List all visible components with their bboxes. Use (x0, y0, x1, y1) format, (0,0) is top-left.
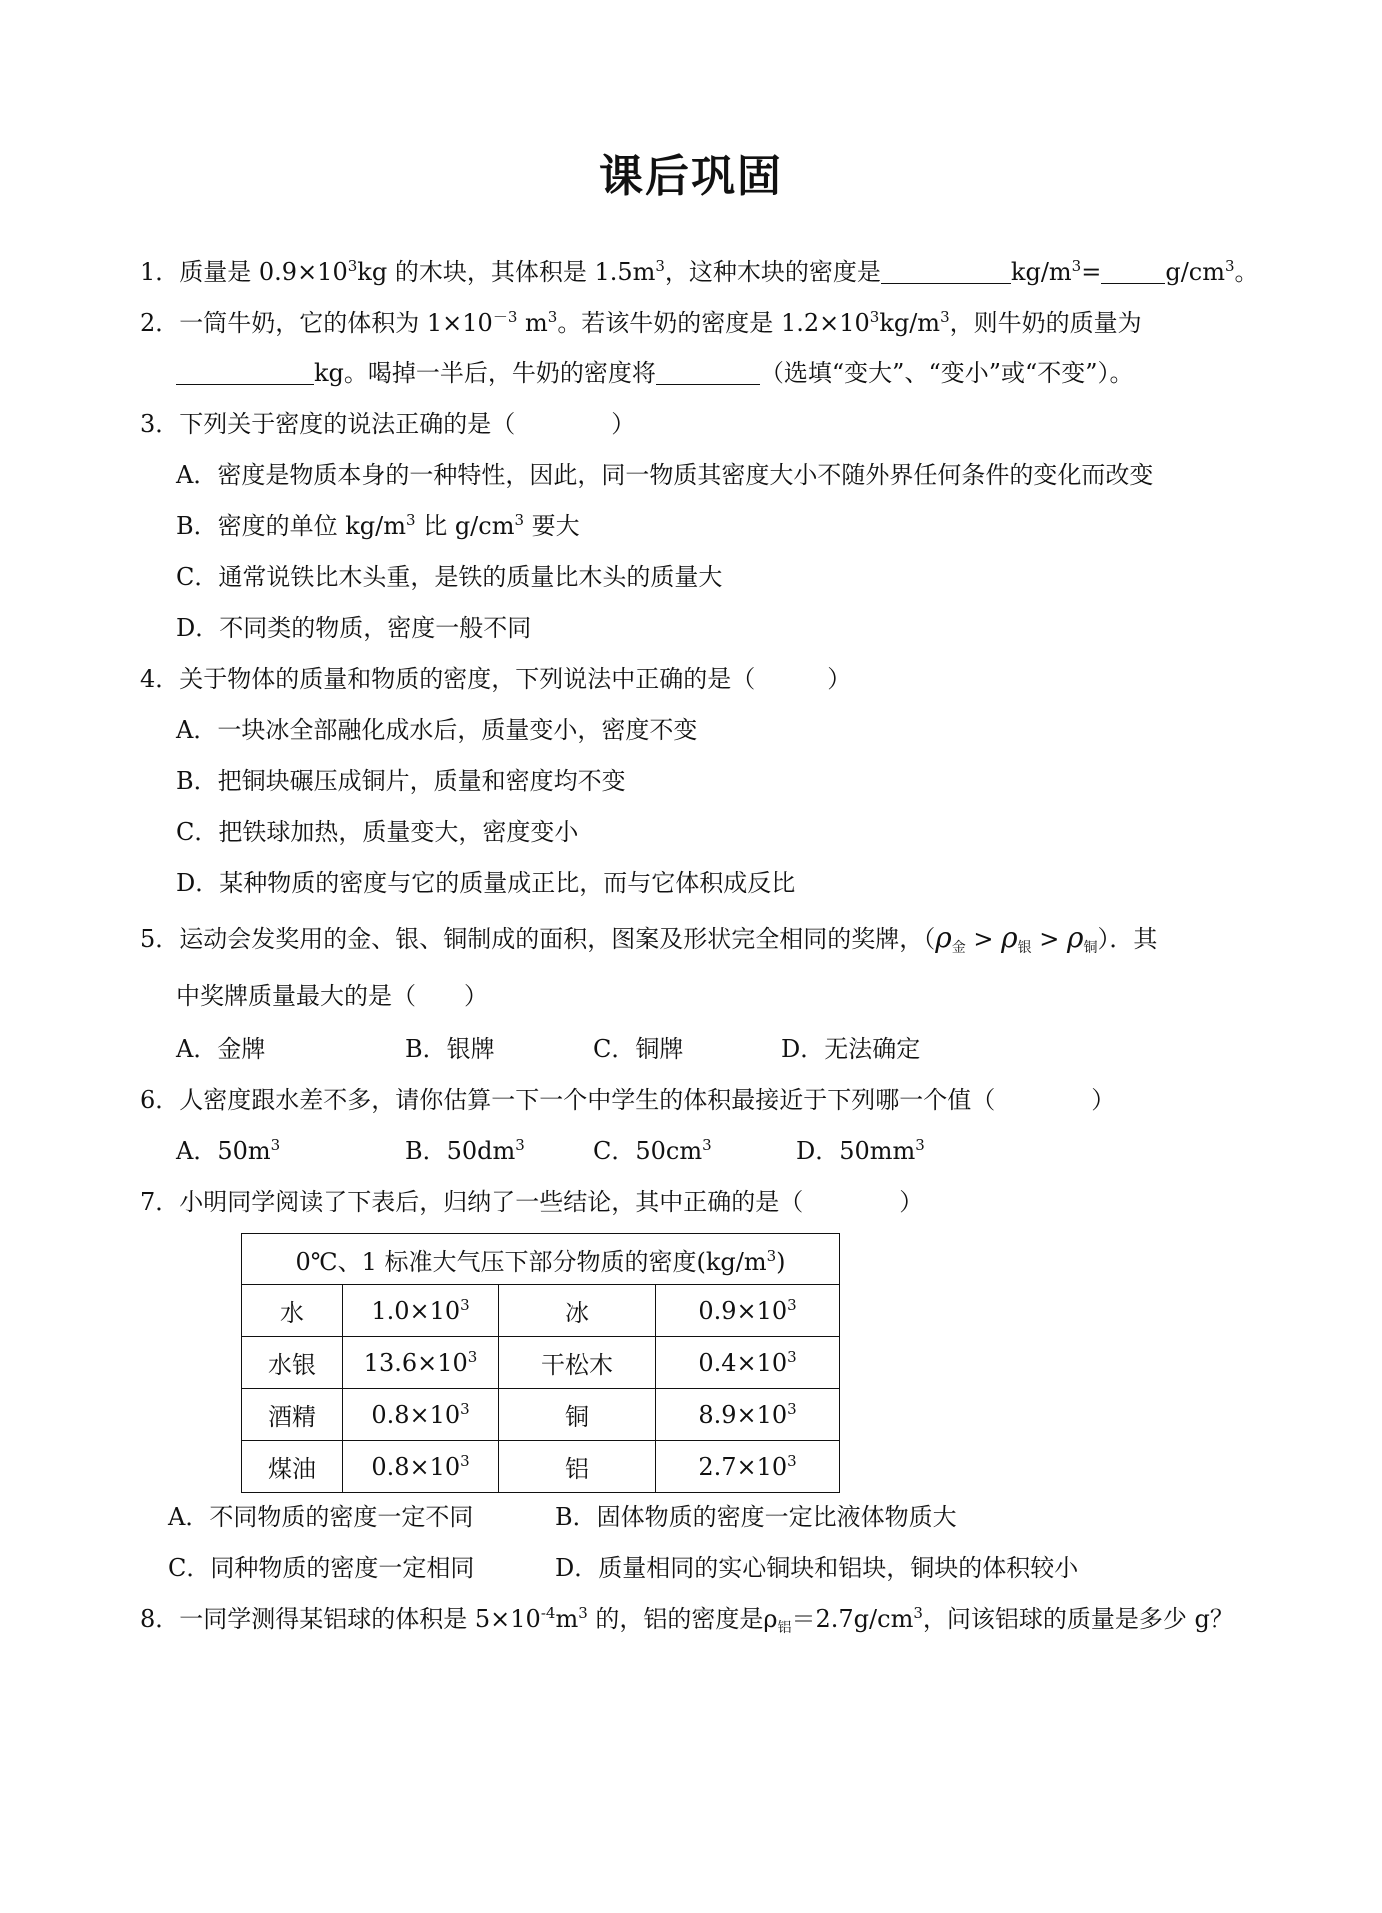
superscript: 3 (406, 511, 416, 529)
question-7-stem: 7．小明同学阅读了下表后，归纳了一些结论，其中正确的是（ ） (140, 1188, 924, 1216)
superscript: 3 (702, 1136, 712, 1154)
answer-blank[interactable] (656, 360, 760, 385)
superscript: 3 (655, 257, 665, 275)
option-text: D．50mm (796, 1137, 916, 1165)
superscript: 3 (1071, 257, 1082, 275)
rho-symbol: ρ (935, 921, 952, 954)
density-value: 0.9×10 (698, 1296, 788, 1325)
table-header-row (242, 1234, 840, 1285)
q8-text: ，问该铝球的质量是多少 g？ (922, 1605, 1234, 1633)
question-4-stem: 4．关于物体的质量和物质的密度，下列说法中正确的是（ ） (140, 665, 852, 693)
option-d[interactable]: D．质量相同的实心铜块和铝块，铜块的体积较小 (555, 1554, 1079, 1582)
q1-text: 。 (1234, 258, 1259, 286)
subscript: 铝 (777, 1620, 792, 1636)
question-number: 2． (140, 309, 180, 337)
option-c[interactable]: C．铜牌 (593, 1035, 684, 1063)
superscript: 3 (460, 1295, 470, 1314)
superscript: 3 (270, 1136, 281, 1154)
option-text: A．50m (176, 1137, 271, 1165)
superscript: 3 (913, 1604, 923, 1622)
q2-text: （选填“变大”、“变小”或“不变”）。 (759, 359, 1134, 387)
option-c[interactable] (593, 1135, 712, 1167)
option-b[interactable] (176, 510, 580, 542)
subscript: 金 (951, 940, 966, 956)
option-a[interactable]: A．不同物质的密度一定不同 (168, 1503, 474, 1531)
superscript: -4 (540, 1604, 556, 1622)
substance-cell: 酒精 (242, 1389, 343, 1441)
table-row (242, 1441, 840, 1493)
substance-cell: 铝 (499, 1441, 656, 1493)
q2-text: kg/m (879, 309, 941, 337)
superscript: 3 (787, 1347, 797, 1366)
q1-text: kg 的木块，其体积是 1.5m (357, 258, 656, 286)
density-value: 1.0×10 (371, 1296, 461, 1325)
caption-text: 0℃、1 标准大气压下部分物质的密度(kg/m (295, 1247, 767, 1276)
question-5-line-2: 中奖牌质量最大的是（ ） (176, 982, 488, 1010)
q8-text: m (555, 1605, 579, 1633)
q8-text: ＝2.7g/cm (791, 1605, 914, 1633)
table-row (242, 1285, 840, 1337)
answer-blank[interactable] (176, 360, 314, 385)
density-value: 2.7×10 (698, 1452, 788, 1481)
density-cell (343, 1389, 499, 1441)
option-c[interactable]: C．同种物质的密度一定相同 (168, 1554, 475, 1582)
table-caption (242, 1234, 840, 1285)
q8-text: 8．一同学测得某铝球的体积是 5×10 (140, 1605, 541, 1633)
q1-unit: g/cm (1165, 258, 1225, 286)
superscript: 3 (460, 1399, 470, 1418)
option-text: B．密度的单位 kg/m (176, 512, 407, 540)
density-value: 0.8×10 (371, 1400, 461, 1429)
question-5-stem (140, 922, 1157, 955)
substance-cell: 干松木 (499, 1337, 656, 1389)
option-text: C．50cm (593, 1137, 703, 1165)
question-8 (140, 1603, 1234, 1635)
option-text: B．50dm (405, 1137, 516, 1165)
option-b[interactable]: B．银牌 (405, 1035, 495, 1063)
q2-text: 。若该牛奶的密度是 1.2×10 (557, 309, 870, 337)
option-b[interactable] (405, 1135, 525, 1167)
option-d[interactable]: D．无法确定 (781, 1035, 921, 1063)
superscript: 3 (460, 1451, 470, 1470)
substance-cell: 煤油 (242, 1441, 343, 1493)
question-2 (140, 307, 1142, 339)
density-cell (656, 1389, 840, 1441)
subscript: 铜 (1083, 940, 1098, 956)
superscript: －3 (492, 308, 518, 326)
greater-than: > (965, 925, 1002, 953)
superscript: 3 (787, 1451, 797, 1470)
question-1 (140, 256, 1259, 288)
superscript: 3 (766, 1246, 777, 1265)
substance-cell: 水 (242, 1285, 343, 1337)
option-b[interactable]: B．把铜块碾压成铜片，质量和密度均不变 (176, 767, 626, 795)
greater-than: > (1031, 925, 1067, 953)
density-value: 8.9×10 (698, 1400, 788, 1429)
density-cell (343, 1337, 499, 1389)
option-d[interactable] (796, 1135, 925, 1167)
substance-cell: 冰 (499, 1285, 656, 1337)
q8-text: 的，铝的密度是ρ (587, 1605, 778, 1633)
density-cell (656, 1285, 840, 1337)
option-a[interactable] (176, 1135, 280, 1167)
q5-text: ）．其 (1097, 925, 1158, 953)
superscript: 3 (915, 1136, 925, 1154)
superscript: 3 (787, 1295, 797, 1314)
q2-text: m (517, 309, 548, 337)
rho-symbol: ρ (1001, 921, 1018, 954)
superscript: 3 (547, 308, 558, 326)
superscript: 3 (467, 1347, 478, 1366)
question-2-line-2 (176, 357, 1134, 389)
option-d[interactable]: D．某种物质的密度与它的质量成正比，而与它体积成反比 (176, 869, 796, 897)
option-a[interactable]: A．一块冰全部融化成水后，质量变小，密度不变 (176, 716, 698, 744)
density-table (241, 1233, 840, 1493)
density-cell (656, 1337, 840, 1389)
superscript: 3 (940, 308, 950, 326)
option-text: 要大 (524, 512, 580, 540)
option-text: 比 g/cm (415, 512, 515, 540)
answer-blank[interactable] (881, 259, 1011, 284)
density-cell (343, 1441, 499, 1493)
q2-text: ，则牛奶的质量为 (949, 309, 1142, 337)
option-c[interactable]: C．通常说铁比木头重，是铁的质量比木头的质量大 (176, 563, 723, 591)
density-cell (343, 1285, 499, 1337)
q1-text: = (1081, 258, 1102, 286)
option-c[interactable]: C．把铁球加热，质量变大，密度变小 (176, 818, 579, 846)
page-title: 课后巩固 (599, 151, 783, 202)
question-3-stem: 3．下列关于密度的说法正确的是（ ） (140, 410, 636, 438)
option-b[interactable]: B．固体物质的密度一定比液体物质大 (555, 1503, 957, 1531)
superscript: 3 (578, 1604, 588, 1622)
substance-cell: 水银 (242, 1337, 343, 1389)
table-row (242, 1337, 840, 1389)
subscript: 银 (1017, 940, 1032, 956)
superscript: 3 (347, 257, 358, 275)
density-value: 0.4×10 (698, 1348, 788, 1377)
rho-symbol: ρ (1066, 921, 1084, 954)
table-row (242, 1389, 840, 1441)
density-value: 13.6×10 (363, 1348, 468, 1377)
option-a[interactable]: A．金牌 (176, 1035, 266, 1063)
caption-text: ) (776, 1247, 786, 1276)
q1-text: ，这种木块的密度是 (664, 258, 881, 286)
density-cell (656, 1441, 840, 1493)
superscript: 3 (1224, 257, 1235, 275)
superscript: 3 (515, 1136, 525, 1154)
q1-text: 质量是 0.9×10 (179, 258, 348, 286)
q2-text: 一筒牛奶，它的体积为 1×10 (179, 309, 493, 337)
q5-text: 5．运动会发奖用的金、银、铜制成的面积，图案及形状完全相同的奖牌，（ (140, 925, 936, 953)
q2-text: kg。喝掉一半后，牛奶的密度将 (314, 359, 656, 387)
option-d[interactable]: D．不同类的物质，密度一般不同 (176, 614, 532, 642)
option-a[interactable]: A．密度是物质本身的一种特性，因此，同一物质其密度大小不随外界任何条件的变化而改变 (176, 461, 1154, 489)
superscript: 3 (514, 511, 525, 529)
superscript: 3 (869, 308, 880, 326)
question-6-stem: 6．人密度跟水差不多，请你估算一下一个中学生的体积最接近于下列哪一个值（ ） (140, 1086, 1116, 1114)
question-number: 1． (140, 258, 180, 286)
substance-cell: 铜 (499, 1389, 656, 1441)
answer-blank[interactable] (1101, 259, 1165, 284)
density-value: 0.8×10 (371, 1452, 461, 1481)
superscript: 3 (787, 1399, 797, 1418)
q1-unit: kg/m (1010, 258, 1072, 286)
